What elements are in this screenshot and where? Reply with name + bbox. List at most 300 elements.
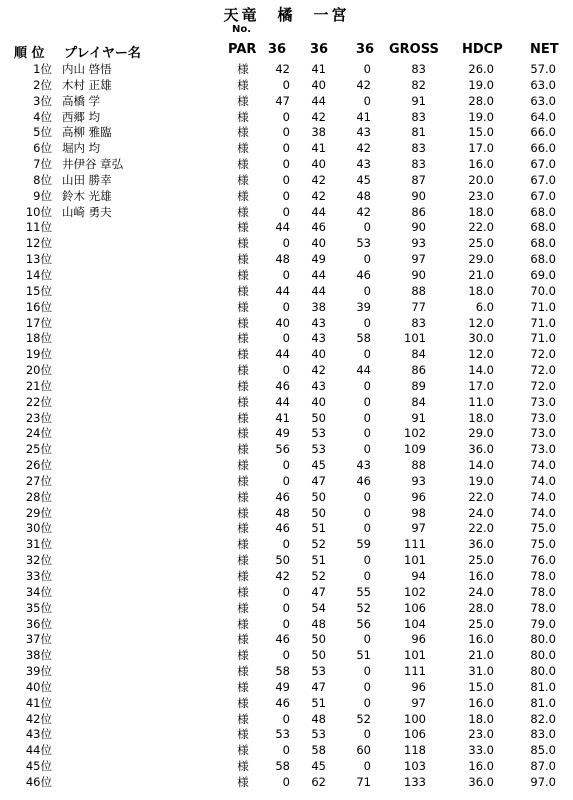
table-row (0, 331, 573, 347)
gross-cell: 96 (411, 489, 426, 504)
gross-cell: 96 (411, 679, 426, 694)
extra-score-cell: 59 (356, 537, 371, 552)
gross-cell: 118 (404, 743, 426, 758)
in-score-cell: 50 (311, 632, 326, 647)
hdcp-cell: 30.0 (468, 331, 494, 346)
net-cell: 66.0 (530, 141, 556, 156)
gross-cell: 84 (411, 347, 426, 362)
gross-cell: 91 (411, 410, 426, 425)
net-cell: 71.0 (530, 331, 556, 346)
honorific-cell: 様 (237, 426, 249, 441)
extra-score-cell: 0 (363, 569, 371, 583)
in-score-cell: 45 (311, 458, 326, 473)
hdcp-cell: 18.0 (468, 283, 494, 298)
table-row (0, 157, 573, 173)
table-row (0, 220, 573, 236)
header-hdcp: HDCP (462, 42, 503, 57)
out-score-cell: 49 (275, 679, 290, 694)
hdcp-cell: 23.0 (468, 727, 494, 742)
extra-score-cell: 42 (356, 141, 371, 156)
out-score-cell: 0 (282, 616, 290, 631)
hdcp-cell: 29.0 (468, 426, 494, 441)
gross-cell: 81 (411, 125, 426, 140)
player-name-cell: 西郷 均 (62, 109, 101, 124)
hdcp-cell: 16.0 (468, 759, 494, 774)
in-score-cell: 51 (311, 553, 326, 568)
table-row (0, 110, 573, 126)
out-score-cell: 58 (275, 664, 290, 679)
in-score-cell: 43 (311, 378, 326, 393)
net-cell: 81.0 (530, 679, 556, 694)
out-score-cell: 42 (275, 62, 290, 76)
honorific-cell: 様 (237, 347, 249, 362)
hdcp-cell: 17.0 (468, 378, 494, 393)
honorific-cell: 様 (237, 727, 249, 742)
honorific-cell: 様 (237, 315, 249, 330)
gross-cell: 97 (411, 252, 426, 267)
extra-score-cell: 52 (356, 711, 371, 726)
hdcp-cell: 25.0 (468, 616, 494, 631)
rank-cell: 12位 (25, 236, 52, 251)
rank-cell: 20位 (25, 363, 52, 378)
rank-cell: 15位 (25, 283, 52, 298)
hdcp-cell: 14.0 (468, 458, 494, 473)
gross-cell: 101 (404, 331, 426, 346)
net-cell: 63.0 (530, 93, 556, 108)
rank-cell: 6位 (33, 141, 52, 156)
net-cell: 75.0 (530, 521, 556, 536)
extra-score-cell: 0 (363, 759, 371, 774)
rank-cell: 23位 (25, 410, 52, 425)
net-cell: 72.0 (530, 363, 556, 378)
hdcp-cell: 33.0 (468, 743, 494, 758)
hdcp-cell: 23.0 (468, 188, 494, 203)
extra-score-cell: 43 (356, 125, 371, 140)
results-table (0, 62, 573, 791)
rank-cell: 28位 (25, 489, 52, 504)
rank-cell: 39位 (25, 664, 52, 679)
out-score-cell: 0 (282, 236, 290, 251)
in-score-cell: 53 (311, 727, 326, 742)
header-player: プレイヤー名 (64, 46, 141, 61)
honorific-cell: 様 (237, 711, 249, 726)
table-row (0, 94, 573, 110)
extra-score-cell: 0 (363, 220, 371, 235)
in-score-cell: 44 (311, 93, 326, 108)
in-score-cell: 49 (311, 252, 326, 267)
gross-cell: 111 (404, 537, 426, 552)
table-row (0, 268, 573, 284)
rank-cell: 10位 (25, 204, 52, 219)
table-row (0, 284, 573, 300)
in-score-cell: 40 (311, 394, 326, 409)
extra-score-cell: 45 (356, 172, 371, 187)
table-row (0, 490, 573, 506)
rank-cell: 5位 (33, 125, 52, 140)
out-score-cell: 44 (275, 347, 290, 362)
net-cell: 68.0 (530, 204, 556, 219)
rank-cell: 30位 (25, 521, 52, 536)
rank-cell: 19位 (25, 347, 52, 362)
net-cell: 80.0 (530, 632, 556, 647)
rank-cell: 29位 (25, 505, 52, 520)
extra-score-cell: 60 (356, 743, 371, 758)
table-row (0, 617, 573, 633)
gross-cell: 104 (404, 616, 426, 631)
hdcp-cell: 29.0 (468, 252, 494, 267)
hdcp-cell: 17.0 (468, 141, 494, 156)
extra-score-cell: 0 (363, 315, 371, 330)
gross-cell: 94 (411, 569, 426, 583)
hdcp-cell: 18.0 (468, 410, 494, 425)
in-score-cell: 44 (311, 267, 326, 282)
out-score-cell: 0 (282, 267, 290, 282)
in-score-cell: 48 (311, 616, 326, 631)
hdcp-cell: 16.0 (468, 569, 494, 583)
extra-score-cell: 0 (363, 489, 371, 504)
gross-cell: 89 (411, 378, 426, 393)
honorific-cell: 様 (237, 521, 249, 536)
in-score-cell: 62 (311, 774, 326, 789)
in-score-cell: 40 (311, 77, 326, 92)
table-row (0, 648, 573, 664)
hdcp-cell: 36.0 (468, 537, 494, 552)
in-score-cell: 58 (311, 743, 326, 758)
table-row (0, 585, 573, 601)
extra-score-cell: 39 (356, 299, 371, 314)
in-score-cell: 50 (311, 410, 326, 425)
rank-cell: 36位 (25, 616, 52, 631)
extra-score-cell: 0 (363, 442, 371, 457)
net-cell: 73.0 (530, 442, 556, 457)
extra-score-cell: 0 (363, 632, 371, 647)
hdcp-cell: 36.0 (468, 774, 494, 789)
out-score-cell: 0 (282, 331, 290, 346)
honorific-cell: 様 (237, 363, 249, 378)
header-extra: 36 (356, 42, 375, 57)
hdcp-cell: 31.0 (468, 664, 494, 679)
honorific-cell: 様 (237, 473, 249, 488)
net-cell: 80.0 (530, 648, 556, 663)
gross-cell: 98 (411, 505, 426, 520)
net-cell: 81.0 (530, 695, 556, 710)
hdcp-cell: 19.0 (468, 109, 494, 124)
out-score-cell: 0 (282, 172, 290, 187)
header-in: 36 (310, 42, 329, 57)
rank-cell: 38位 (25, 648, 52, 663)
honorific-cell: 様 (237, 569, 249, 583)
extra-score-cell: 55 (356, 584, 371, 599)
out-score-cell: 0 (282, 743, 290, 758)
gross-cell: 102 (404, 426, 426, 441)
extra-score-cell: 0 (363, 664, 371, 679)
out-score-cell: 0 (282, 711, 290, 726)
honorific-cell: 様 (237, 442, 249, 457)
in-score-cell: 43 (311, 331, 326, 346)
extra-score-cell: 43 (356, 157, 371, 172)
table-row (0, 252, 573, 268)
hdcp-cell: 18.0 (468, 204, 494, 219)
table-row (0, 395, 573, 411)
gross-cell: 82 (411, 77, 426, 92)
in-score-cell: 52 (311, 537, 326, 552)
in-score-cell: 54 (311, 600, 326, 615)
honorific-cell: 様 (237, 299, 249, 314)
rank-cell: 13位 (25, 252, 52, 267)
out-score-cell: 50 (275, 553, 290, 568)
gross-cell: 83 (411, 109, 426, 124)
gross-cell: 84 (411, 394, 426, 409)
net-cell: 78.0 (530, 569, 556, 583)
net-cell: 68.0 (530, 252, 556, 267)
extra-score-cell: 0 (363, 426, 371, 441)
honorific-cell: 様 (237, 537, 249, 552)
extra-score-cell: 0 (363, 727, 371, 742)
honorific-cell: 様 (237, 93, 249, 108)
rank-cell: 27位 (25, 473, 52, 488)
out-score-cell: 46 (275, 489, 290, 504)
extra-score-cell: 58 (356, 331, 371, 346)
gross-cell: 88 (411, 283, 426, 298)
hdcp-cell: 6.0 (475, 299, 494, 314)
in-score-cell: 42 (311, 172, 326, 187)
extra-score-cell: 0 (363, 283, 371, 298)
honorific-cell: 様 (237, 743, 249, 758)
extra-score-cell: 0 (363, 521, 371, 536)
extra-score-cell: 0 (363, 378, 371, 393)
gross-cell: 87 (411, 172, 426, 187)
out-score-cell: 0 (282, 774, 290, 789)
table-row (0, 632, 573, 648)
hdcp-cell: 28.0 (468, 93, 494, 108)
net-cell: 74.0 (530, 505, 556, 520)
table-row (0, 78, 573, 94)
table-row (0, 569, 573, 585)
gross-cell: 83 (411, 157, 426, 172)
honorific-cell: 様 (237, 774, 249, 789)
gross-cell: 93 (411, 236, 426, 251)
out-score-cell: 46 (275, 695, 290, 710)
gross-cell: 101 (404, 553, 426, 568)
net-cell: 85.0 (530, 743, 556, 758)
net-cell: 70.0 (530, 283, 556, 298)
player-name-cell: 井伊谷 章弘 (62, 157, 124, 172)
net-cell: 74.0 (530, 473, 556, 488)
out-score-cell: 0 (282, 458, 290, 473)
in-score-cell: 40 (311, 347, 326, 362)
extra-score-cell: 42 (356, 204, 371, 219)
in-score-cell: 47 (311, 473, 326, 488)
honorific-cell: 様 (237, 759, 249, 774)
rank-cell: 45位 (25, 759, 52, 774)
rank-cell: 22位 (25, 394, 52, 409)
extra-score-cell: 0 (363, 252, 371, 267)
gross-cell: 109 (404, 442, 426, 457)
table-row (0, 680, 573, 696)
hdcp-cell: 26.0 (468, 62, 494, 76)
rank-cell: 14位 (25, 267, 52, 282)
honorific-cell: 様 (237, 141, 249, 156)
net-cell: 73.0 (530, 426, 556, 441)
rank-cell: 44位 (25, 743, 52, 758)
rank-cell: 40位 (25, 679, 52, 694)
gross-cell: 88 (411, 458, 426, 473)
in-score-cell: 50 (311, 648, 326, 663)
extra-score-cell: 0 (363, 505, 371, 520)
table-row (0, 141, 573, 157)
rank-cell: 33位 (25, 569, 52, 583)
table-row (0, 125, 573, 141)
gross-cell: 97 (411, 695, 426, 710)
rank-cell: 3位 (33, 93, 52, 108)
gross-cell: 86 (411, 363, 426, 378)
in-score-cell: 53 (311, 426, 326, 441)
player-name-cell: 内山 啓悟 (62, 62, 112, 76)
out-score-cell: 46 (275, 378, 290, 393)
honorific-cell: 様 (237, 616, 249, 631)
honorific-cell: 様 (237, 267, 249, 282)
extra-score-cell: 0 (363, 410, 371, 425)
net-cell: 67.0 (530, 172, 556, 187)
honorific-cell: 様 (237, 236, 249, 251)
gross-cell: 97 (411, 521, 426, 536)
honorific-cell: 様 (237, 378, 249, 393)
net-cell: 67.0 (530, 188, 556, 203)
rank-cell: 43位 (25, 727, 52, 742)
extra-score-cell: 56 (356, 616, 371, 631)
header-rank: 順 位 (14, 46, 45, 61)
gross-cell: 83 (411, 62, 426, 76)
honorific-cell: 様 (237, 679, 249, 694)
extra-score-cell: 0 (363, 679, 371, 694)
hdcp-cell: 22.0 (468, 521, 494, 536)
net-cell: 78.0 (530, 600, 556, 615)
gross-cell: 111 (404, 664, 426, 679)
out-score-cell: 0 (282, 473, 290, 488)
honorific-cell: 様 (237, 252, 249, 267)
extra-score-cell: 0 (363, 553, 371, 568)
out-score-cell: 0 (282, 188, 290, 203)
table-row (0, 743, 573, 759)
honorific-cell: 様 (237, 394, 249, 409)
hdcp-cell: 15.0 (468, 125, 494, 140)
out-score-cell: 44 (275, 283, 290, 298)
rank-cell: 4位 (33, 109, 52, 124)
gross-cell: 77 (411, 299, 426, 314)
table-row (0, 205, 573, 221)
table-row (0, 759, 573, 775)
rank-cell: 41位 (25, 695, 52, 710)
net-cell: 66.0 (530, 125, 556, 140)
table-row (0, 521, 573, 537)
table-row (0, 712, 573, 728)
out-score-cell: 0 (282, 363, 290, 378)
gross-cell: 101 (404, 648, 426, 663)
hdcp-cell: 22.0 (468, 489, 494, 504)
table-row (0, 506, 573, 522)
table-row (0, 474, 573, 490)
gross-cell: 106 (404, 727, 426, 742)
extra-score-cell: 0 (363, 93, 371, 108)
net-cell: 74.0 (530, 458, 556, 473)
honorific-cell: 様 (237, 600, 249, 615)
out-score-cell: 48 (275, 252, 290, 267)
extra-score-cell: 0 (363, 394, 371, 409)
extra-score-cell: 53 (356, 236, 371, 251)
hdcp-cell: 24.0 (468, 505, 494, 520)
out-score-cell: 0 (282, 141, 290, 156)
out-score-cell: 44 (275, 394, 290, 409)
gross-cell: 91 (411, 93, 426, 108)
rank-cell: 18位 (25, 331, 52, 346)
hdcp-cell: 25.0 (468, 553, 494, 568)
net-cell: 83.0 (530, 727, 556, 742)
table-row (0, 601, 573, 617)
out-score-cell: 46 (275, 632, 290, 647)
table-row (0, 537, 573, 553)
net-cell: 72.0 (530, 378, 556, 393)
extra-score-cell: 51 (356, 648, 371, 663)
extra-score-cell: 43 (356, 458, 371, 473)
extra-score-cell: 0 (363, 347, 371, 362)
in-score-cell: 50 (311, 489, 326, 504)
table-row (0, 347, 573, 363)
out-score-cell: 48 (275, 505, 290, 520)
in-score-cell: 48 (311, 711, 326, 726)
out-score-cell: 0 (282, 537, 290, 552)
hdcp-cell: 20.0 (468, 172, 494, 187)
hdcp-cell: 11.0 (468, 394, 494, 409)
rank-cell: 17位 (25, 315, 52, 330)
gross-cell: 103 (404, 759, 426, 774)
rank-cell: 8位 (33, 172, 52, 187)
honorific-cell: 様 (237, 584, 249, 599)
net-cell: 72.0 (530, 347, 556, 362)
honorific-cell: 様 (237, 410, 249, 425)
player-name-cell: 山田 勝幸 (62, 172, 112, 187)
net-cell: 68.0 (530, 236, 556, 251)
out-score-cell: 0 (282, 600, 290, 615)
in-score-cell: 42 (311, 188, 326, 203)
honorific-cell: 様 (237, 77, 249, 92)
net-cell: 75.0 (530, 537, 556, 552)
in-score-cell: 38 (311, 299, 326, 314)
honorific-cell: 様 (237, 125, 249, 140)
player-name-cell: 鈴木 光雄 (62, 188, 112, 203)
gross-cell: 90 (411, 188, 426, 203)
net-cell: 74.0 (530, 489, 556, 504)
extra-score-cell: 71 (356, 774, 371, 789)
honorific-cell: 様 (237, 458, 249, 473)
net-cell: 80.0 (530, 664, 556, 679)
hdcp-cell: 25.0 (468, 236, 494, 251)
out-score-cell: 56 (275, 442, 290, 457)
out-score-cell: 53 (275, 727, 290, 742)
rank-cell: 37位 (25, 632, 52, 647)
rank-cell: 34位 (25, 584, 52, 599)
player-name-cell: 高柳 雅臨 (62, 125, 112, 140)
net-cell: 64.0 (530, 109, 556, 124)
rank-cell: 7位 (33, 157, 52, 172)
rank-cell: 9位 (33, 188, 52, 203)
table-row (0, 664, 573, 680)
in-score-cell: 43 (311, 315, 326, 330)
gross-cell: 96 (411, 632, 426, 647)
out-score-cell: 0 (282, 648, 290, 663)
gross-cell: 93 (411, 473, 426, 488)
out-score-cell: 0 (282, 204, 290, 219)
table-row (0, 458, 573, 474)
